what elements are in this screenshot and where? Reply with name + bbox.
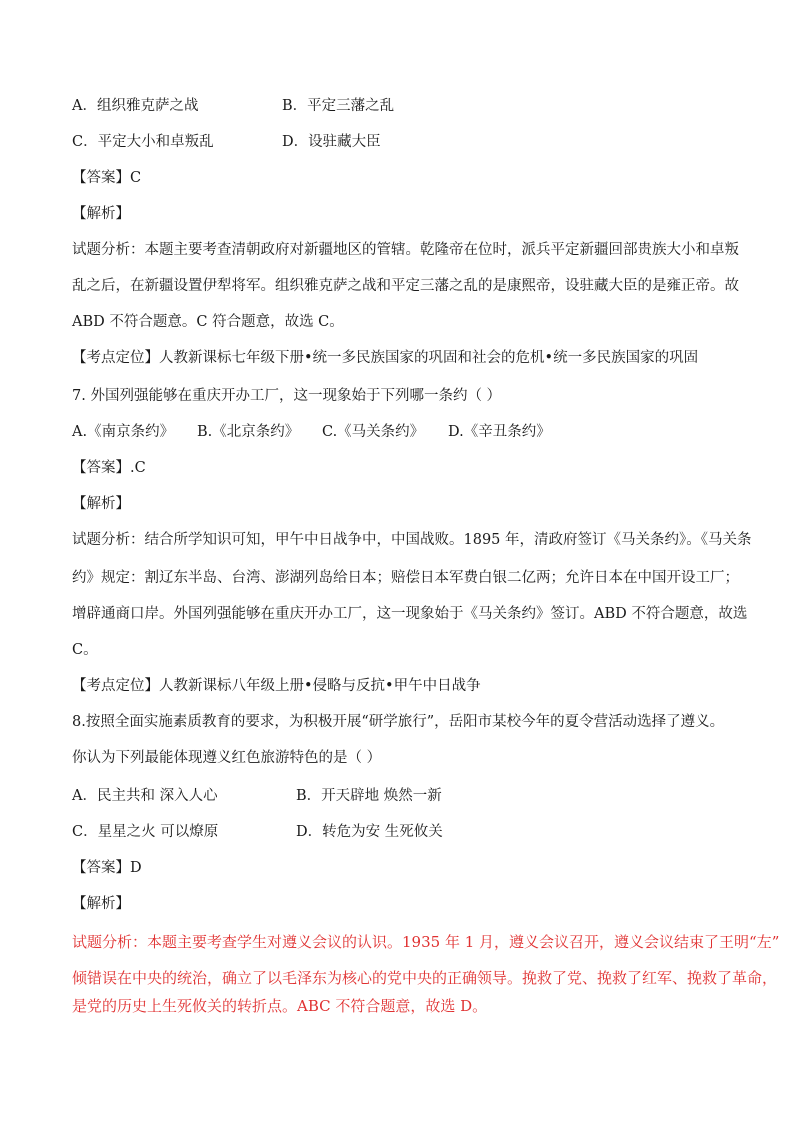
q8-question-line: 你认为下列最能体现遵义红色旅游特色的是（ ）	[72, 750, 382, 766]
q8-analysis-label: 【解析】	[72, 896, 130, 912]
q6-option-b: B．平定三藩之乱	[282, 98, 395, 114]
q7-question: 7. 外国列强能够在重庆开办工厂，这一现象始于下列哪一条约（ ）	[72, 388, 502, 404]
q8-answer: 【答案】D	[72, 860, 142, 876]
q6-options-row2	[72, 132, 381, 152]
q6-analysis-label: 【解析】	[72, 206, 130, 222]
q6-kaodian: 【考点定位】人教新课标七年级下册•统一多民族国家的巩固和社会的危机•统一多民族国家的巩固	[72, 350, 699, 366]
q7-analysis-label: 【解析】	[72, 496, 130, 512]
q8-options-row1	[72, 786, 442, 806]
q6-option-c: C．平定大小和卓叛乱	[72, 134, 214, 150]
q8-option-d: D．转危为安 生死攸关	[296, 824, 443, 840]
q7-option-a: A.《南京条约》	[72, 424, 175, 440]
q6-answer: 【答案】C	[72, 170, 142, 186]
q7-kaodian: 【考点定位】人教新课标八年级上册•侵略与反抗•甲午中日战争	[72, 678, 481, 694]
q6-option-a: A．组织雅克萨之战	[72, 98, 199, 114]
q8-analysis-line: 倾错误在中央的统治，确立了以毛泽东为核心的党中央的正确领导。挽救了党、挽救了红军、挽救了革命，	[72, 969, 778, 987]
q7-option-b: B.《北京条约》	[197, 424, 300, 440]
q8-option-c: C．星星之火 可以燎原	[72, 824, 219, 840]
q6-analysis-line: 试题分析：本题主要考查清朝政府对新疆地区的管辖。乾隆帝在位时，派兵平定新疆回部贵族大小和卓叛	[72, 242, 739, 258]
q8-options-row2	[72, 822, 443, 842]
q6-analysis-line: ABD 不符合题意。C 符合题意，故选 C。	[72, 314, 344, 330]
q7-answer: 【答案】.C	[72, 460, 146, 476]
q7-analysis-line: 约》规定：割辽东半岛、台湾、澎湖列岛给日本；赔偿日本军费白银二亿两；允许日本在中国开设工厂；	[72, 570, 739, 586]
q8-option-b: B．开天辟地 焕然一新	[296, 788, 442, 804]
q7-option-d: D.《辛丑条约》	[448, 424, 551, 440]
q7-analysis-line: 试题分析：结合所学知识可知，甲午中日战争中，中国战败。1895 年，清政府签订《马关条约》。《马关条	[72, 532, 752, 548]
q6-analysis-line: 乱之后，在新疆设置伊犁将军。组织雅克萨之战和平定三藩之乱的是康熙帝，设驻藏大臣的是雍正帝。故	[72, 278, 739, 294]
q8-question-line: 8.按照全面实施素质教育的要求，为积极开展“研学旅行”，岳阳市某校今年的夏令营活动选择了遵义。	[72, 714, 725, 730]
q7-analysis-line: C。	[72, 642, 98, 658]
q6-option-d: D．设驻藏大臣	[282, 134, 381, 150]
q8-analysis-line: 是党的历史上生死攸关的转折点。ABC 不符合题意，故选 D。	[72, 997, 488, 1015]
q7-options	[72, 422, 551, 442]
q7-analysis-line: 增辟通商口岸。外国列强能够在重庆开办工厂，这一现象始于《马关条约》签订。ABD 不符合题意，故选	[72, 606, 748, 622]
q7-option-c: C.《马关条约》	[322, 424, 425, 440]
q8-analysis-line: 试题分析：本题主要考查学生对遵义会议的认识。1935 年 1 月，遵义会议召开，遵义会议结束了王明“左”	[72, 933, 780, 951]
q6-options-row1	[72, 96, 394, 116]
q8-option-a: A．民主共和 深入人心	[72, 788, 218, 804]
